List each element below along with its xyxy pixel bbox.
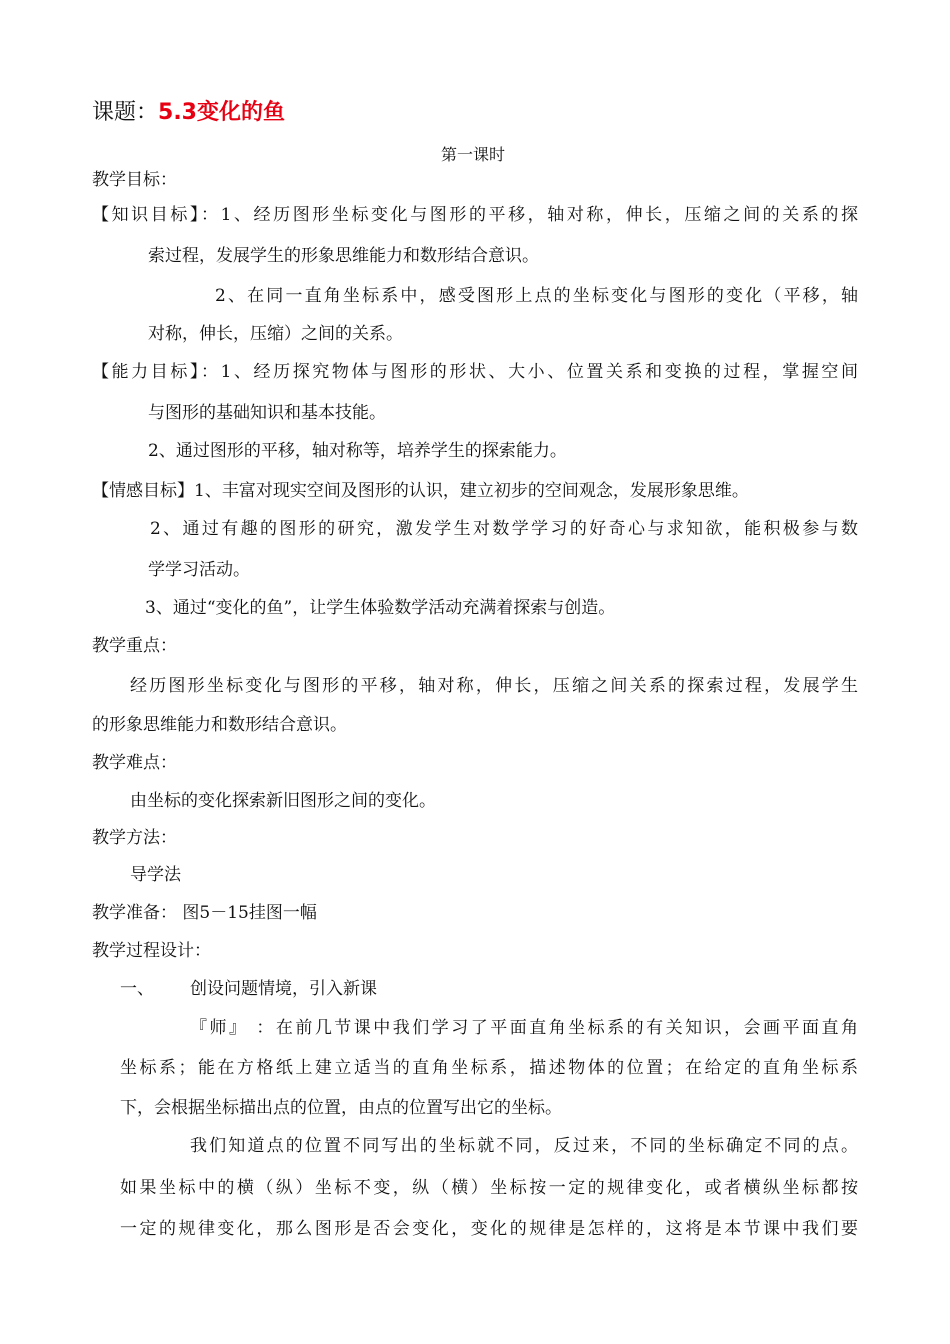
process-heading: 教学过程设计：	[92, 941, 211, 961]
paragraph-line: 如果坐标中的横（纵）坐标不变，纵（横）坐标按一定的规律变化，或者横纵坐标都按	[120, 1178, 858, 1198]
difficulty-text: 由坐标的变化探索新旧图形之间的变化。	[130, 791, 436, 811]
ability-objective-line: 与图形的基础知识和基本技能。	[148, 403, 386, 423]
method-text: 导学法	[130, 865, 181, 885]
paragraph-line: 『师』 ：在前几节课中我们学习了平面直角坐标系的有关知识，会画平面直角	[190, 1018, 858, 1038]
section-number: 一、	[120, 979, 154, 999]
emotion-objective-line: 2、通过有趣的图形的研究，激发学生对数学学习的好奇心与求知欲，能积极参与数	[150, 519, 858, 539]
ability-objective-line: 【能力目标】：1、经历探究物体与图形的形状、大小、位置关系和变换的过程，掌握空间	[92, 362, 858, 382]
lesson-title	[92, 100, 285, 126]
section-title: 创设问题情境，引入新课	[190, 979, 377, 999]
emotion-objective-line: 3、通过“变化的鱼”，让学生体验数学活动充满着探索与创造。	[145, 598, 616, 618]
title-topic: 5.3变化的鱼	[158, 100, 285, 125]
paragraph-line: 我们知道点的位置不同写出的坐标就不同，反过来，不同的坐标确定不同的点。	[190, 1136, 858, 1156]
objectives-heading: 教学目标：	[92, 170, 177, 190]
emotion-objective-line: 学学习活动。	[148, 560, 250, 580]
ability-objective-line: 2、通过图形的平移，轴对称等，培养学生的探索能力。	[148, 441, 567, 461]
key-points-text: 经历图形坐标变化与图形的平移，轴对称，伸长，压缩之间关系的探索过程，发展学生	[130, 676, 858, 696]
knowledge-objective-line: 【知识目标】：1、经历图形坐标变化与图形的平移，轴对称，伸长，压缩之间的关系的探	[92, 205, 858, 225]
knowledge-objective-line: 2、在同一直角坐标系中，感受图形上点的坐标变化与图形的变化（平移，轴	[215, 286, 858, 306]
lesson-time: 第一课时	[441, 145, 506, 164]
preparation-line: 教学准备： 图5－15挂图一幅	[92, 903, 317, 923]
paragraph-line: 下，会根据坐标描出点的位置，由点的位置写出它的坐标。	[120, 1098, 562, 1118]
knowledge-objective-line: 索过程，发展学生的形象思维能力和数形结合意识。	[148, 246, 539, 266]
key-points-text: 的形象思维能力和数形结合意识。	[92, 715, 347, 735]
paragraph-line: 坐标系；能在方格纸上建立适当的直角坐标系，描述物体的位置；在给定的直角坐标系	[120, 1058, 858, 1078]
knowledge-objective-line: 对称，伸长，压缩）之间的关系。	[148, 324, 403, 344]
paragraph-line: 一定的规律变化，那么图形是否会变化，变化的规律是怎样的，这将是本节课中我们要	[120, 1219, 858, 1239]
emotion-objective-line: 【情感目标】1、丰富对现实空间及图形的认识，建立初步的空间观念，发展形象思维。	[92, 481, 749, 501]
key-points-heading: 教学重点：	[92, 636, 177, 656]
method-heading: 教学方法：	[92, 828, 177, 848]
difficulty-heading: 教学难点：	[92, 753, 177, 773]
title-label: 课题：	[92, 100, 159, 125]
